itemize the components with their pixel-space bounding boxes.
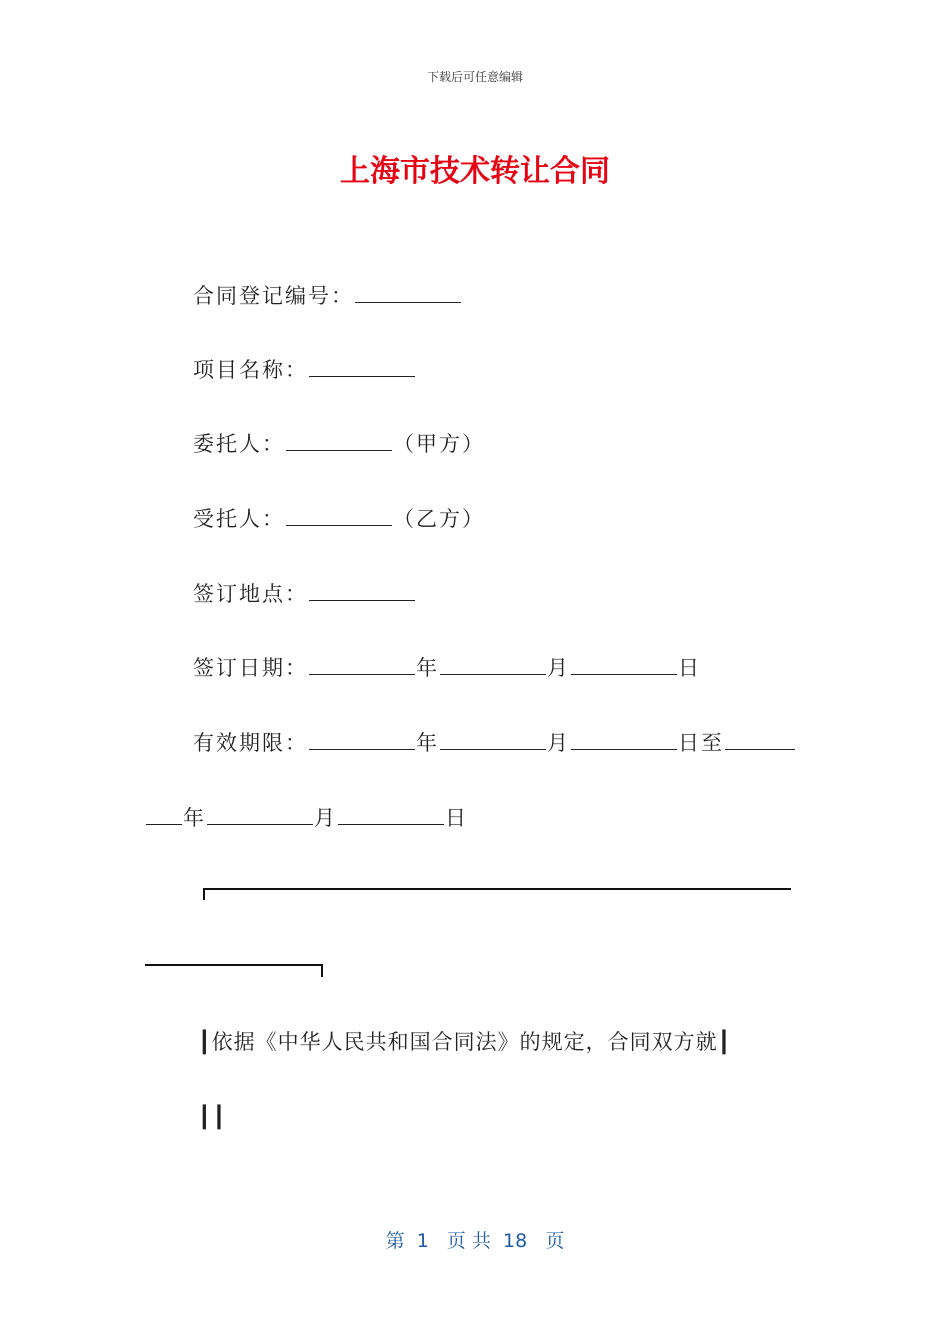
field-project-name: [193, 355, 416, 385]
blank-day[interactable]: [571, 729, 677, 750]
month-label: 月: [547, 656, 570, 680]
box-content-line: [198, 1027, 731, 1057]
field-sign-date: [193, 653, 701, 683]
field-validity-end: [145, 803, 468, 833]
box-left-bar: ┃: [198, 1030, 212, 1054]
box-left-bar: ┃: [198, 1105, 213, 1129]
blank-line[interactable]: [355, 282, 461, 303]
field-client: [193, 429, 485, 459]
blank-year-end[interactable]: [725, 729, 795, 750]
field-label: 项目名称：: [193, 358, 308, 382]
blank-year[interactable]: [309, 654, 415, 675]
year-label: 年: [416, 656, 439, 680]
blank-day[interactable]: [571, 654, 677, 675]
box-corner: [321, 964, 323, 977]
header-note: 下载后可任意编辑: [426, 70, 523, 84]
blank-day-end[interactable]: [338, 804, 444, 825]
field-validity: [193, 728, 796, 758]
field-registration-no: [193, 281, 462, 311]
blank-month[interactable]: [440, 729, 546, 750]
box-right-bar: ┃: [717, 1030, 732, 1054]
field-label: 签订地点：: [193, 582, 308, 606]
box-top-left-corner: [203, 888, 205, 900]
party-b-label: （乙方）: [393, 507, 485, 531]
blank-year[interactable]: [309, 729, 415, 750]
blank-month-end[interactable]: [207, 804, 313, 825]
party-a-label: （甲方）: [393, 432, 485, 456]
year-label: 年: [416, 731, 439, 755]
blank-line[interactable]: [286, 505, 392, 526]
field-label: 合同登记编号：: [193, 284, 354, 308]
page-footer: 第 1 页 共 18 页: [385, 1230, 565, 1252]
day-label: 日: [445, 806, 468, 830]
box-continued-border: [145, 964, 323, 966]
field-label: 有效期限：: [193, 731, 308, 755]
blank-month[interactable]: [440, 654, 546, 675]
month-label: 月: [314, 806, 337, 830]
field-label: 受托人：: [193, 507, 285, 531]
year-label: 年: [183, 806, 206, 830]
box-empty-row: [198, 1102, 227, 1132]
field-label: 委托人：: [193, 432, 285, 456]
field-label: 签订日期：: [193, 656, 308, 680]
field-trustee: [193, 504, 485, 534]
day-label: 日: [678, 656, 701, 680]
box-right-bar: ┃: [212, 1105, 228, 1129]
box-text: 依据《中华人民共和国合同法》的规定，合同双方就: [211, 1030, 718, 1054]
field-sign-place: [193, 579, 416, 609]
day-to-label: 日至: [678, 731, 724, 755]
month-label: 月: [547, 731, 570, 755]
blank-line[interactable]: [309, 580, 415, 601]
box-top-border: [203, 888, 791, 890]
blank-year-end-cont[interactable]: [146, 804, 182, 825]
blank-line[interactable]: [286, 430, 392, 451]
blank-line[interactable]: [309, 356, 415, 377]
document-title: 上海市技术转让合同: [340, 154, 610, 189]
